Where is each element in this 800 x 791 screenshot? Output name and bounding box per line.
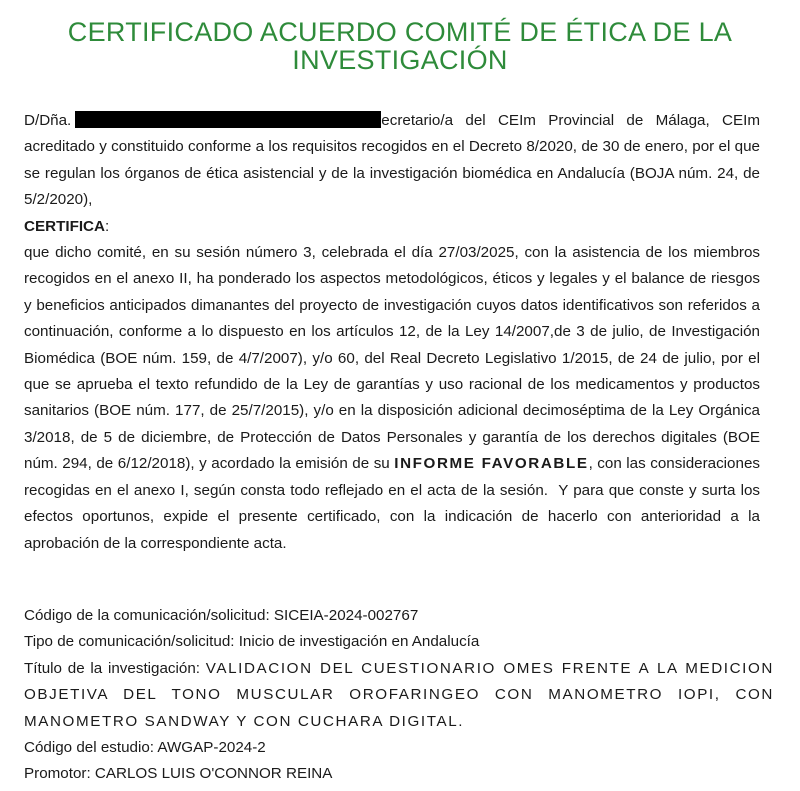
tipo-comunicacion: Tipo de comunicación/solicitud: Inicio de investigación en Andalucía xyxy=(24,633,480,651)
titulo-label: Título de la investigación: xyxy=(24,659,201,677)
informe-favorable: INFORME FAVORABLE xyxy=(394,455,589,473)
codigo-estudio: Código del estudio: AWGAP-2024-2 xyxy=(24,739,266,757)
titulo-value: VALIDACION DEL CUESTIONARIO OMES FRENTE A LA MEDICION OBJETIVA DEL TONO MUSCULAR OROFARINGEO CON MANOMETRO IOPI, CON MANOMETRO SANDWAY Y CON CUCHARA DIGITAL. xyxy=(24,659,774,730)
promotor: Promotor: CARLOS LUIS O'CONNOR REINA xyxy=(24,765,333,783)
study-info xyxy=(24,603,774,788)
certificate-title: CERTIFICADO ACUERDO COMITÉ DE ÉTICA DE LA INVESTIGACIÓN xyxy=(67,17,733,75)
intro-prefix: D/Dña. xyxy=(24,112,72,129)
redacted-name-block xyxy=(75,111,381,128)
certifica-text-part2: , con las consideraciones recogidas en el anexo I, según consta todo reflejado en el acta de la sesión. xyxy=(24,455,760,499)
certifica-paragraph xyxy=(24,240,760,557)
certifica-heading xyxy=(24,214,760,240)
certifica-colon: : xyxy=(105,217,110,235)
certifica-text-part1: que dicho comité, en su sesión número 3, celebrada el día 27/03/2025, con la asistencia de los miembros recogidos en el anexo II, ha ponderado los aspectos metodológicos, éticos y legales y el balance de riesgos y beneficios anticipados dimanantes del proyecto de investigación cuyos datos identificativos son referidos a continuación, conforme a lo dispuesto en los artículos 12, de la Ley 14/2007,de 3 de julio, de Investigación Biomédica (BOE núm. 159, de 4/7/2007), y/o 60, del Real Decreto Legislativo 1/2015, de 24 de julio, por el que se aprueba el texto refundido de la Ley de garantías y uso racional de los medicamentos y productos sanitarios (BOE núm. 177, de 25/7/2015), y/o en la disposición adicional decimoséptima de la Ley Orgánica 3/2018, de 5 de diciembre, de Protección de Datos Personales y garantía de los derechos digitales (BOE núm. 294, de 6/12/2018), y acordado la emisión de su xyxy=(24,244,760,473)
intro-text: ecretario/a del CEIm Provincial de Málaga, CEIm acreditado y constituido conforme a los requisitos recogidos en el Decreto 8/2020, de 30 de enero, por el que se regulan los órganos de ética asistencial y de la investigación biomédica en Andalucía (BOJA núm. 24, de 5/2/2020), xyxy=(24,112,760,209)
certifica-label: CERTIFICA xyxy=(24,217,105,235)
codigo-comunicacion: Código de la comunicación/solicitud: SICEIA-2024-002767 xyxy=(24,607,419,624)
closing-text: Y para que conste y surta los efectos oportunos, expide el presente certificado, con la indicación de hacerlo con anterioridad a la aprobación de la correspondiente acta. xyxy=(24,481,760,552)
certificate-body xyxy=(24,108,760,557)
titulo-investigacion xyxy=(24,656,774,735)
intro-paragraph xyxy=(24,108,760,214)
